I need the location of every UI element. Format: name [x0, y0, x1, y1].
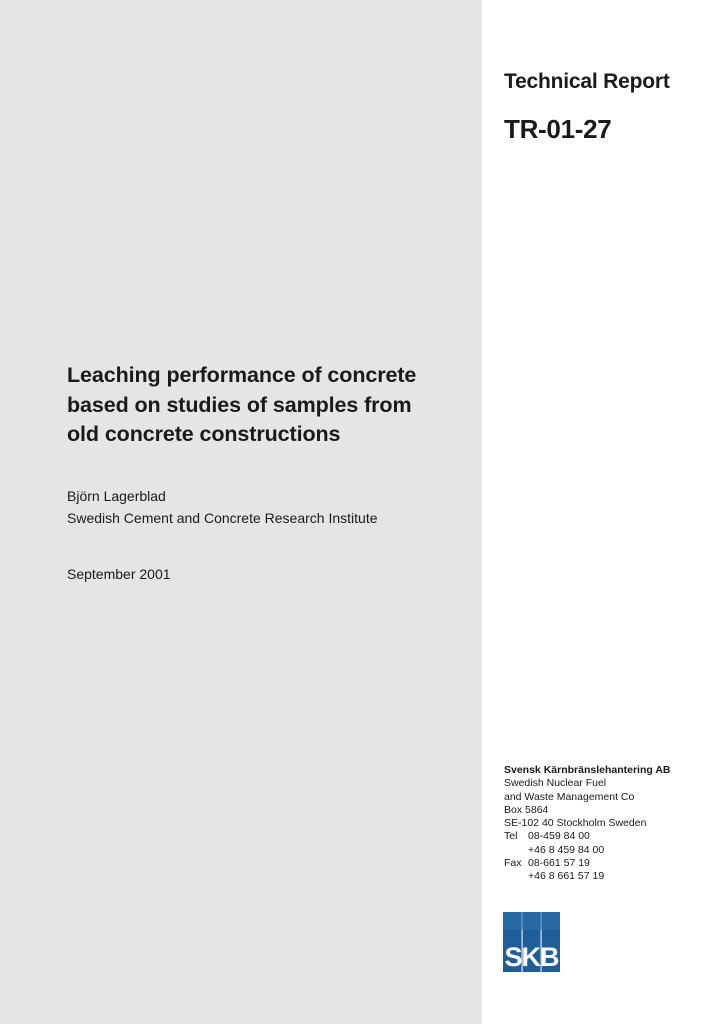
fax-label: Fax [504, 857, 522, 870]
tel-number: 08-459 84 00 [528, 830, 590, 843]
report-type: Technical Report [504, 70, 670, 93]
title-line: Leaching performance of concrete [67, 363, 417, 387]
logo-text: SKB [504, 942, 559, 972]
address-line: SE-102 40 Stockholm Sweden [504, 817, 647, 830]
title-line: based on studies of samples from [67, 392, 412, 417]
fax-row [504, 857, 714, 870]
title-line: old concrete constructions [67, 422, 341, 446]
fax-number: 08-661 57 19 [528, 857, 590, 870]
document-title [67, 361, 467, 450]
address-line: Swedish Nuclear Fuel [504, 777, 607, 790]
tel-row [504, 830, 714, 843]
author: Björn Lagerblad [67, 488, 166, 504]
address-line: and Waste Management Co [504, 790, 635, 803]
publisher-address [504, 764, 714, 884]
publication-date: September 2001 [67, 566, 171, 582]
publisher-name: Svensk Kärnbränslehantering AB [504, 764, 671, 776]
report-number: TR-01-27 [504, 114, 612, 144]
affiliation: Swedish Cement and Concrete Research Institute [67, 510, 378, 526]
tel-label: Tel [504, 830, 518, 843]
skb-logo [503, 912, 560, 972]
tel-intl-number: +46 8 459 84 00 [528, 843, 605, 856]
fax-intl-number: +46 8 661 57 19 [528, 870, 605, 883]
address-line: Box 5864 [504, 803, 549, 816]
